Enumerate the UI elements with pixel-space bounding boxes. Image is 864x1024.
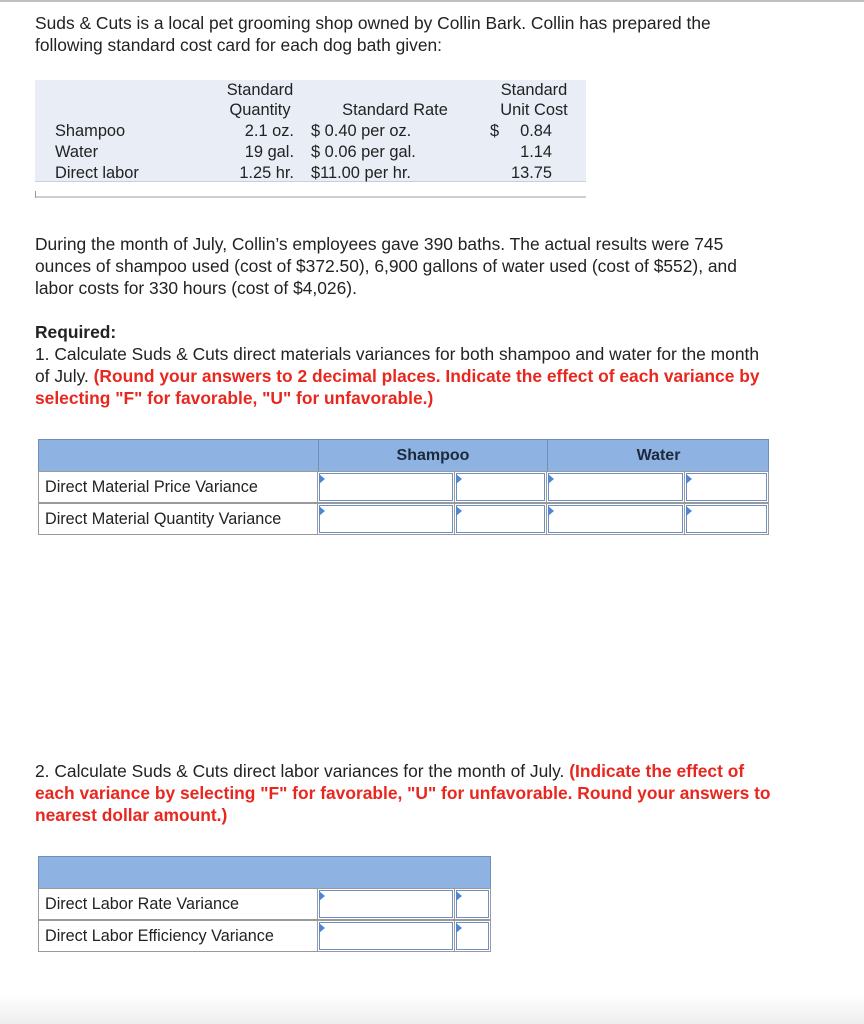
column-header-shampoo: Shampoo bbox=[318, 440, 547, 472]
labor-rate-amount-input[interactable] bbox=[319, 890, 453, 918]
dropdown-marker-icon bbox=[319, 506, 325, 516]
question-1-text: of July. bbox=[35, 366, 94, 386]
dropdown-marker-icon bbox=[456, 891, 462, 901]
column-header-water: Water bbox=[547, 440, 769, 472]
shampoo-quantity-effect-select[interactable] bbox=[456, 505, 545, 533]
cost-card-divider bbox=[35, 196, 586, 198]
question-2-line-1 bbox=[35, 760, 847, 782]
water-price-effect-cell bbox=[684, 471, 769, 503]
question-2-text: 2. Calculate Suds & Cuts direct labor variances for the month of July. bbox=[35, 761, 570, 781]
header-unit-cost-line1: Standard bbox=[500, 81, 568, 99]
question-1-instruction-cont: selecting "F" for favorable, "U" for unfavorable.) bbox=[35, 388, 434, 408]
dropdown-marker-icon bbox=[456, 506, 462, 516]
header-quantity-line2: Quantity bbox=[229, 101, 291, 119]
dropdown-marker-icon bbox=[319, 923, 325, 933]
materials-table-header bbox=[38, 439, 769, 472]
bottom-fade bbox=[0, 994, 864, 1024]
actuals-line-2: ounces of shampoo used (cost of $372.50), 6,900 gallons of water used (cost of $552), and bbox=[35, 256, 737, 276]
header-unit-cost-line2: Unit Cost bbox=[500, 101, 568, 119]
dropdown-marker-icon bbox=[456, 474, 462, 484]
actuals-paragraph bbox=[35, 233, 847, 299]
shampoo-price-amount-cell bbox=[317, 471, 455, 503]
cost-card-rate: $ 0.06 per gal. bbox=[311, 143, 416, 161]
intro-line-2: following standard cost card for each dog bath given: bbox=[35, 35, 442, 55]
water-price-amount-input[interactable] bbox=[548, 473, 683, 501]
labor-rate-amount-cell bbox=[317, 888, 455, 920]
row-label-material-quantity-variance: Direct Material Quantity Variance bbox=[38, 503, 318, 535]
cost-card-unit-cost: 13.75 bbox=[510, 164, 552, 182]
actuals-line-3: labor costs for 330 hours (cost of $4,026). bbox=[35, 278, 357, 298]
header-rate: Standard Rate bbox=[342, 101, 448, 119]
labor-efficiency-effect-cell bbox=[454, 920, 491, 952]
water-quantity-amount-input[interactable] bbox=[548, 505, 683, 533]
cost-card-rate: $ 0.40 per oz. bbox=[311, 122, 412, 140]
shampoo-quantity-amount-input[interactable] bbox=[319, 505, 453, 533]
dropdown-marker-icon bbox=[456, 923, 462, 933]
question-1-instruction: (Round your answers to 2 decimal places. Indicate the effect of each variance by bbox=[93, 366, 760, 386]
row-label-labor-efficiency-variance: Direct Labor Efficiency Variance bbox=[38, 920, 318, 952]
question-2-instruction-cont: each variance by selecting "F" for favorable, "U" for unfavorable. Round your answers to bbox=[35, 783, 771, 803]
question-1-line-2 bbox=[35, 365, 847, 387]
labor-table-header bbox=[38, 856, 491, 889]
question-2-instruction: (Indicate the effect of bbox=[569, 761, 745, 781]
dropdown-marker-icon bbox=[686, 474, 692, 484]
shampoo-quantity-amount-cell bbox=[317, 503, 455, 535]
water-quantity-effect-cell bbox=[684, 503, 769, 535]
cost-card-divider-tick bbox=[35, 191, 36, 198]
row-label-material-price-variance: Direct Material Price Variance bbox=[38, 471, 318, 503]
header-quantity-line1: Standard bbox=[226, 81, 294, 99]
cost-card-unit-cost: 1.14 bbox=[520, 143, 552, 161]
cost-card-item: Direct labor bbox=[55, 164, 139, 182]
labor-efficiency-amount-input[interactable] bbox=[319, 922, 453, 950]
question-1-line-1: 1. Calculate Suds & Cuts direct materials variances for both shampoo and water for the month bbox=[35, 344, 760, 364]
intro-line-1: Suds & Cuts is a local pet grooming shop owned by Collin Bark. Collin has prepared the bbox=[35, 13, 711, 33]
required-title: Required: bbox=[35, 322, 117, 342]
dropdown-marker-icon bbox=[319, 474, 325, 484]
dropdown-marker-icon bbox=[548, 474, 554, 484]
cost-card-quantity: 1.25 hr. bbox=[239, 164, 294, 182]
labor-efficiency-amount-cell bbox=[317, 920, 455, 952]
dropdown-marker-icon bbox=[686, 506, 692, 516]
cost-card-item: Shampoo bbox=[55, 122, 126, 140]
dropdown-marker-icon bbox=[319, 891, 325, 901]
top-border bbox=[0, 0, 864, 2]
question-2-instruction-end: nearest dollar amount.) bbox=[35, 805, 228, 825]
row-label-labor-rate-variance: Direct Labor Rate Variance bbox=[38, 888, 318, 920]
shampoo-price-effect-select[interactable] bbox=[456, 473, 545, 501]
cost-card-quantity: 2.1 oz. bbox=[244, 122, 294, 140]
labor-rate-effect-cell bbox=[454, 888, 491, 920]
required-section bbox=[35, 321, 847, 409]
actuals-line-1: During the month of July, Collin’s employees gave 390 baths. The actual results were 745 bbox=[35, 234, 724, 254]
dropdown-marker-icon bbox=[548, 506, 554, 516]
water-price-amount-cell bbox=[546, 471, 685, 503]
question-2 bbox=[35, 760, 847, 826]
water-quantity-amount-cell bbox=[546, 503, 685, 535]
shampoo-quantity-effect-cell bbox=[454, 503, 547, 535]
cost-card-unit-cost: 0.84 bbox=[520, 122, 552, 140]
shampoo-price-effect-cell bbox=[454, 471, 547, 503]
cost-card-unit-cost-sign: $ bbox=[490, 122, 500, 140]
water-quantity-effect-select[interactable] bbox=[686, 505, 767, 533]
cost-card-quantity: 19 gal. bbox=[244, 143, 294, 161]
shampoo-price-amount-input[interactable] bbox=[319, 473, 453, 501]
water-price-effect-select[interactable] bbox=[686, 473, 767, 501]
cost-card-rate: $11.00 per hr. bbox=[311, 164, 411, 182]
cost-card-item: Water bbox=[55, 143, 99, 161]
intro-paragraph bbox=[35, 12, 847, 56]
